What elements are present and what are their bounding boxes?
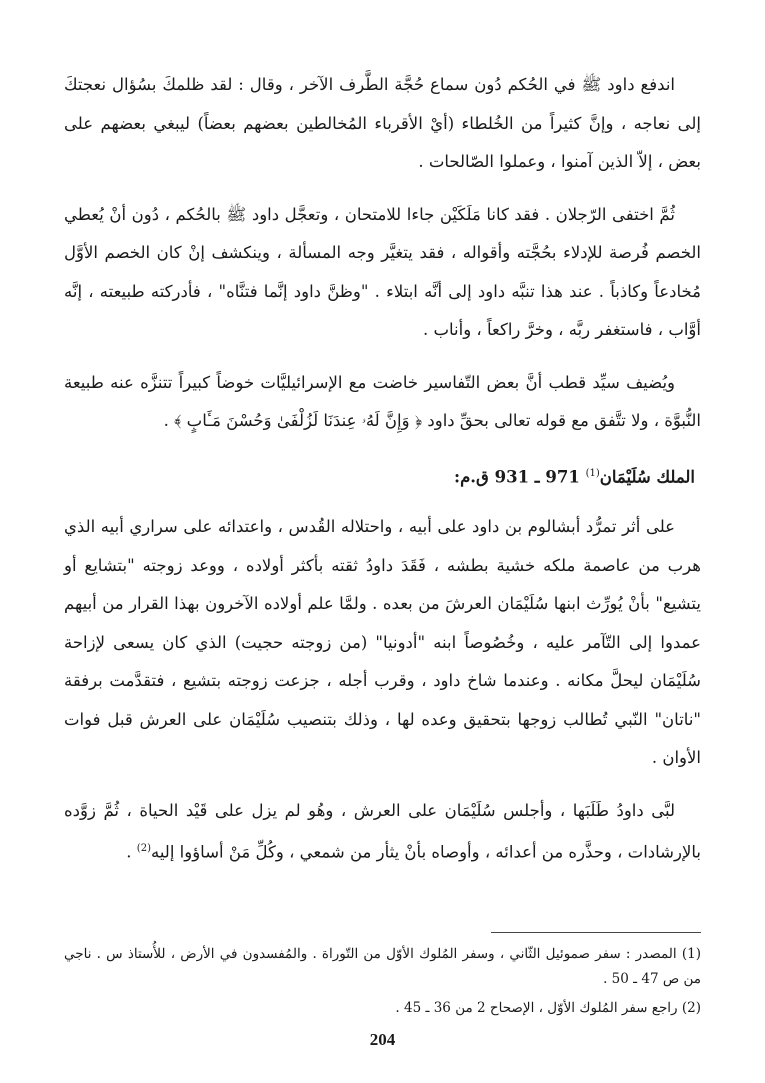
heading-title: الملك سُلَيْمَان	[599, 467, 695, 486]
page-number: 204	[369, 1030, 396, 1049]
footnote-1: (1) المصدر : سفر صموئيل الثّاني ، وسفر المُلوك الأوّل من التّوراة . والمُفسدون في الأرض ، للأُستاذ س . ناجي من ص 47 ـ 50 .	[64, 946, 701, 987]
paragraph-5-text: لبَّى داودُ طَلَبَها ، وأجلس سُلَيْمَان على العرش ، وهُو لم يزل على قَيْد الحياة ، ثُمَّ زوَّده بالإرشادات ، وحذَّره من أعدائه ، وأوصاه بأنْ يثأر من شمعي ، وكُلِّ مَنْ أساؤوا إليه	[64, 800, 701, 862]
section-heading	[64, 455, 701, 497]
paragraph-3: ويُضيف سيِّد قطب أنَّ بعض التّفاسير خاضت مع الإسرائيليَّات خوضاً كبيراً تتنزَّه عنه طبيعة النُّبوَّة ، ولا تتَّفق مع قوله تعالى بحقِّ داود ﴿ وَإِنَّ لَهُۥ عِندَنَا لَزُلْفَىٰ وَحُسْنَ مَـَٔابٍ ﴾ .	[64, 372, 701, 430]
paragraph-2: ثُمَّ اختفى الرّجلان . فقد كانا مَلَكَيْن جاءا للامتحان ، وتعجَّل داود ﷺ بالحُكم ، دُون أنْ يُعطي الخصم فُرصة للإدلاء بحُجَّته وأقواله ، فقد يتغيَّر وجه المسألة ، وينكشف إنْ كان الخصم الأوَّل مُخادعاً وكاذباً . عند هذا تنبَّه داود إلى أنَّه ابتلاء . "وظنَّ داود إنَّما فتنَّاه" ، فأدركته طبيعته ، إنَّه أوَّاب ، فاستغفر ربَّه ، وخرَّ راكعاً ، وأناب .	[64, 204, 701, 339]
footnotes	[64, 942, 701, 1025]
footnote-2: (2) راجع سفر المُلوك الأوّل ، الإصحاح 2 من 36 ـ 45 .	[395, 1000, 701, 1016]
footnote-ref-1: (1)	[585, 467, 600, 479]
paragraph-4: على أثر تمرُّد أبشالوم بن داود على أبيه ، واحتلاله القُدس ، واعتدائه على سراري أبيه الذي هرب من عاصمة ملكه خشية بطشه ، فَقَدَ داودُ ثقته بأكثر أولاده ، ووعد زوجته "بتشايع أو يتشيع" بأنْ يُورِّث ابنها سُلَيْمَان العرشَ من بعده . ولمَّا علم أولاده الآخرون بهذا القرار من أبيهم عمدوا إلى التّآمر عليه ، وخُصُوصاً ابنه "أدونيا" (من زوجته حجيت) الذي كان يسعى لإزاحة سُلَيْمَان ليحلَّ مكانه . وعندما شاخ داود ، وقرب أجله ، جزعت زوجته بتشيع ، فتقدَّمت برفقة "ناتان" النّبي تُطالب زوجها بتحقيق وعده لها ، وذلك بتنصيب سُلَيْمَان على العرش قبل فوات الأوان .	[64, 517, 701, 767]
paragraph-5-end: .	[126, 842, 137, 862]
footnote-divider	[491, 932, 701, 933]
paragraph-1: اندفع داود ﷺ في الحُكم دُون سماع حُجَّة الطَّرف الآخر ، وقال : لقد ظلمكَ بسُؤال نعجتكَ إلى نعاجه ، وإنَّ كثيراً من الخُلطاء (أيْ الأقرباء المُخالطين بعضهم بعضاً) ليبغي بعضهم على بعض ، إلاّ الذين آمنوا ، وعملوا الصّالحات .	[64, 75, 701, 171]
main-text	[64, 66, 701, 872]
heading-dates: 971 ـ 931 ق.م:	[454, 467, 580, 486]
footnote-ref-2: (2)	[136, 843, 151, 854]
paragraph-5	[64, 792, 701, 873]
